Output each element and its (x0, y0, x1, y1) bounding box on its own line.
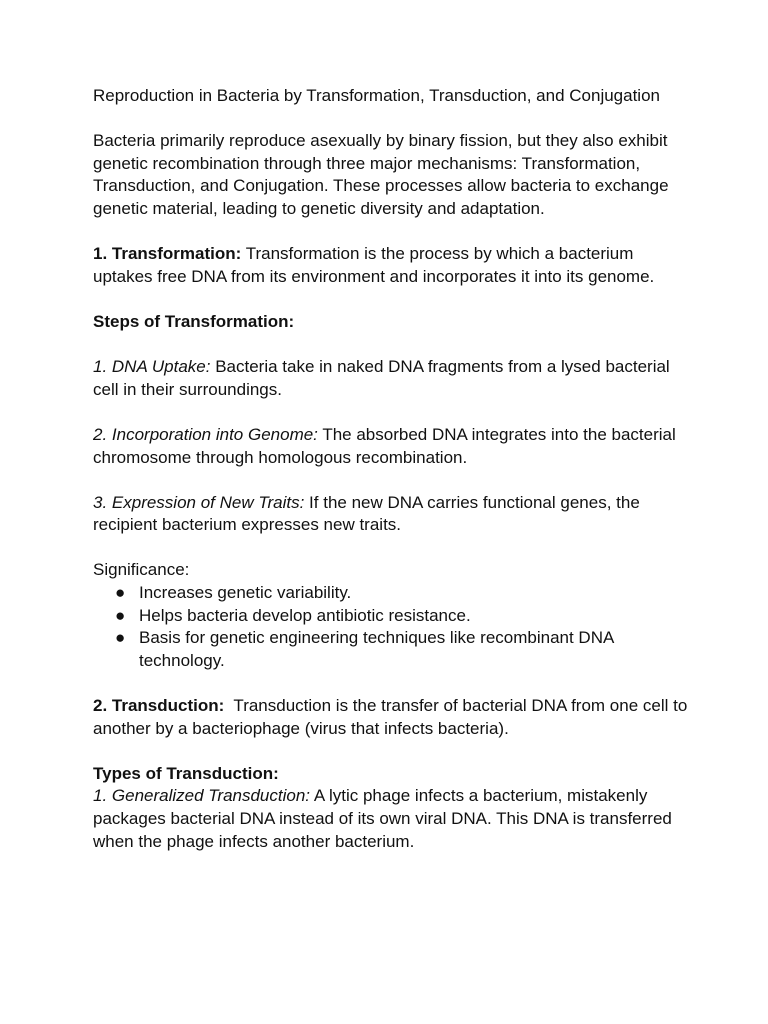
list-item (93, 582, 688, 605)
step-label: 2. Incorporation into Genome: (93, 424, 318, 444)
transduction-heading: 2. Transduction: (93, 696, 225, 716)
transformation-text: Transformation is the process by which a bacterium uptakes free DNA from its environment and incorporates it into its genome. (93, 244, 655, 286)
list-item (93, 627, 688, 672)
type-text: A lytic phage infects a bacterium, mistakenly packages bacterial DNA instead of its own viral DNA. This DNA is transferred when the phage infects another bacterium. (93, 786, 672, 851)
types-heading: Types of Transduction: (93, 763, 279, 783)
step-label: 3. Expression of New Traits: (93, 492, 305, 512)
list-item-text: Basis for genetic engineering techniques like recombinant DNA technology. (139, 628, 614, 670)
step-text: The absorbed DNA integrates into the bacterial chromosome through homologous recombination. (93, 424, 676, 467)
significance-list (93, 582, 688, 672)
steps-heading: Steps of Transformation: (93, 311, 295, 331)
document-title: Reproduction in Bacteria by Transformation, Transduction, and Conjugation (93, 86, 660, 105)
list-item-text: Increases genetic variability. (139, 583, 352, 603)
list-item-text: Helps bacteria develop antibiotic resistance. (139, 605, 471, 625)
bullet-icon: ● (115, 583, 126, 603)
list-item (93, 605, 688, 628)
step-label: 1. DNA Uptake: (93, 357, 211, 377)
type-label: 1. Generalized Transduction: (93, 786, 311, 806)
step-dna-uptake (93, 356, 688, 401)
step-text: If the new DNA carries functional genes, the recipient bacterium expresses new traits. (93, 492, 640, 535)
transformation-heading: 1. Transformation: (93, 244, 242, 264)
intro-paragraph: Bacteria primarily reproduce asexually by binary fission, but they also exhibit genetic recombination through three major mechanisms: Transformation, Transduction, and Conjugation. These processes allow bacteria to exchange genetic material, leading to genetic diversity and adaptation. (93, 131, 669, 218)
step-text: Bacteria take in naked DNA fragments from a lysed bacterial cell in their surroundings. (93, 357, 670, 399)
document-page (93, 85, 693, 876)
step-expression (93, 492, 688, 537)
transformation-paragraph (93, 243, 688, 288)
significance-heading: Significance: (93, 560, 190, 580)
step-incorporation (93, 424, 688, 469)
transduction-text: Transduction is the transfer of bacterial DNA from one cell to another by a bacteriophage (virus that infects bacteria). (93, 696, 693, 738)
transduction-paragraph (93, 695, 693, 740)
bullet-icon: ● (115, 628, 126, 648)
type-generalized (93, 785, 688, 853)
bullet-icon: ● (115, 605, 126, 625)
